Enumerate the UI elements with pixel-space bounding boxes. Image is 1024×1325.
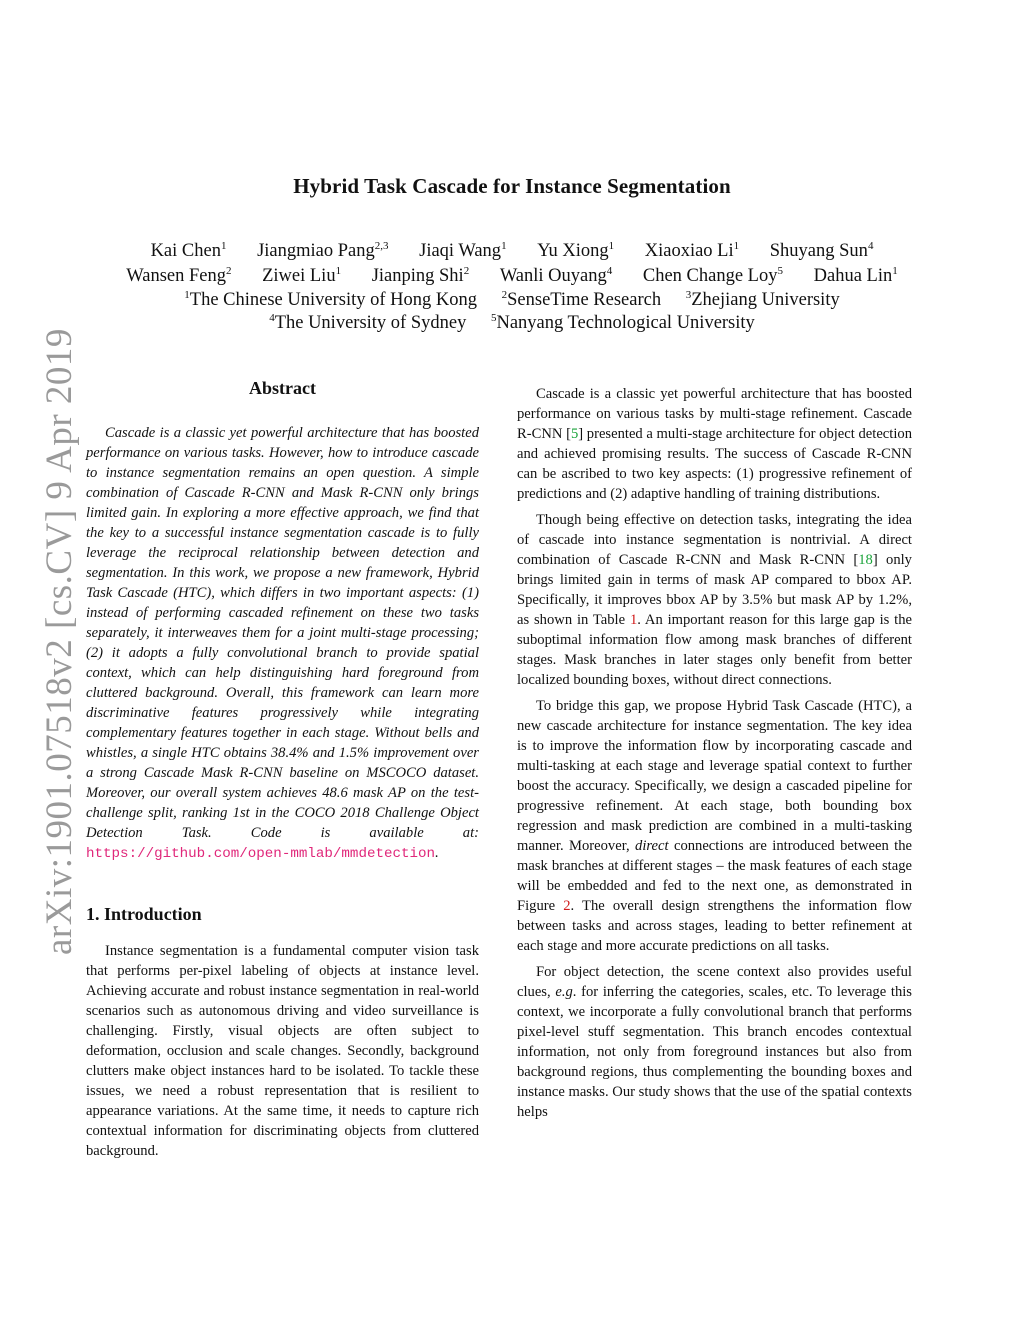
- affiliation-row-2: [0, 311, 1024, 335]
- author: Shuyang Sun$^4$: [769, 240, 874, 261]
- author-row-2: [0, 264, 1024, 288]
- author: Jiangmiao Pang$^{2,3}$: [257, 240, 389, 261]
- affiliation: $^3$Zhejiang University: [685, 289, 840, 310]
- intro-heading: 1. Introduction: [86, 904, 202, 924]
- author: Xiaoxiao Li$^1$: [644, 240, 740, 261]
- author: Yu Xiong$^1$: [537, 240, 615, 261]
- table-ref-link[interactable]: 1: [629, 612, 638, 628]
- author: Dahua Lin$^1$: [813, 265, 898, 286]
- body-paragraph: Cascade is a classic yet powerful architecture that has boosted performance on various tasks by multi-stage refinement. Cascade R-CNN [5] presented a multi-stage architecture for object detection and achieved promising results. The success of Cascade R-CNN can be ascribed to two key aspects: (1) progressive refinement of predictions and (2) adaptive handling of training distributions.: [517, 386, 912, 502]
- citation-link[interactable]: 18: [858, 552, 873, 568]
- abstract-text: Cascade is a classic yet powerful architecture that has boosted performance on various tasks. However, how to introduce cascade to instance segmentation remains an open question. A simple combination of Cascade R-CNN and Mask R-CNN only brings limited gain. In exploring a more effective approach, we find that the key to a successful instance segmentation cascade is to fully leverage the reciprocal relationship between detection and segmentation. In this work, we propose a new framework, Hybrid Task Cascade (HTC), which differs in two important aspects: (1) instead of performing cascaded refinement on these two tasks separately, it interweaves them for a joint multi-stage processing; (2) it adopts a fully convolutional branch to provide spatial context, which can help distinguishing hard foreground from cluttered background. Overall, this framework can learn more discriminative features progressively while integrating complementary features together in each stage. Without bells and whistles, a single HTC obtains 38.4% and 1.5% improvement over a strong Cascade Mask R-CNN baseline on MSCOCO dataset. Moreover, our overall system achieves 48.6 mask AP on the test-challenge split, ranking 1st in the COCO 2018 Challenge Object Detection Task. Code is available at: https://github.com/open-mmlab/mmdetection.: [86, 425, 479, 862]
- affiliation: $^1$The Chinese University of Hong Kong: [184, 289, 477, 310]
- affiliation: $^4$The University of Sydney: [269, 312, 467, 333]
- citation-link[interactable]: 5: [570, 426, 579, 442]
- author: Kai Chen$^1$: [150, 240, 227, 261]
- code-link[interactable]: https://github.com/open-mmlab/mmdetection: [86, 846, 436, 862]
- affiliation-row-1: [0, 288, 1024, 312]
- affiliation: $^2$SenseTime Research: [501, 289, 662, 310]
- body-paragraph: For object detection, the scene context also provides useful clues, e.g. for inferring the categories, scales, etc. To leverage this context, we incorporate a fully convolutional branch that performs pixel-level stuff segmentation. This branch encodes contextual information, not only from foreground instances but also from background regions, thus complementing the bounding boxes and instance masks. Our study shows that the use of the spatial contexts helps: [517, 964, 912, 1120]
- paper-title: Hybrid Task Cascade for Instance Segmentation: [293, 174, 731, 198]
- arxiv-stamp: arXiv:1901.07518v2 [cs.CV] 9 Apr 2019: [39, 328, 80, 955]
- author: Wanli Ouyang$^4$: [499, 265, 613, 286]
- author-row-1: [0, 239, 1024, 263]
- author: Ziwei Liu$^1$: [262, 265, 342, 286]
- body-paragraph: Though being effective on detection tasks, integrating the idea of cascade into instance segmentation is nontrivial. A direct combination of Cascade R-CNN and Mask R-CNN [18] only brings limited gain in terms of mask AP compared to bbox AP. Specifically, it improves bbox AP by 3.5% but mask AP by 1.2%, as shown in Table 1. An important reason for this large gap is the suboptimal information flow among mask branches of different stages. Mask branches in later stages only benefit from better localized bounding boxes, without direct connections.: [517, 512, 912, 688]
- affiliation: $^5$Nanyang Technological University: [490, 312, 755, 333]
- body-paragraph: To bridge this gap, we propose Hybrid Task Cascade (HTC), a new cascade architecture for instance segmentation. The key idea is to improve the information flow by incorporating cascade and multi-tasking at each stage and leverage spatial context to further boost the accuracy. Specifically, we design a cascaded pipeline for progressive refinement. At each stage, both bounding box regression and mask prediction are combined in a multi-tasking manner. Moreover, direct connections are introduced between the mask branches at different stages – the mask features of each stage will be embedded and fed to the next one, as demonstrated in Figure 2. The overall design strengthens the information flow between tasks and across stages, leading to better refinement at each stage and more accurate predictions on all tasks.: [517, 698, 912, 954]
- right-column: [517, 384, 912, 1128]
- author: Jiaqi Wang$^1$: [419, 240, 507, 261]
- abstract-heading: Abstract: [249, 378, 316, 398]
- author: Jianping Shi$^2$: [371, 265, 470, 286]
- author: Chen Change Loy$^5$: [642, 265, 783, 286]
- figure-ref-link[interactable]: 2: [563, 898, 571, 914]
- intro-paragraph: Instance segmentation is a fundamental computer vision task that performs per-pixel labeling of objects at instance level. Achieving accurate and robust instance segmentation in real-world scenarios such as autonomous driving and video surveillance is challenging. Firstly, visual objects are often subject to deformation, occlusion and scale changes. Secondly, background clutters make object instances hard to be isolated. To tackle these issues, we need a robust representation that is resilient to appearance variations. At the same time, it needs to capture rich contextual information for discriminating objects from cluttered background.: [86, 943, 479, 1159]
- author: Wansen Feng$^2$: [126, 265, 232, 286]
- left-column: [86, 378, 479, 1161]
